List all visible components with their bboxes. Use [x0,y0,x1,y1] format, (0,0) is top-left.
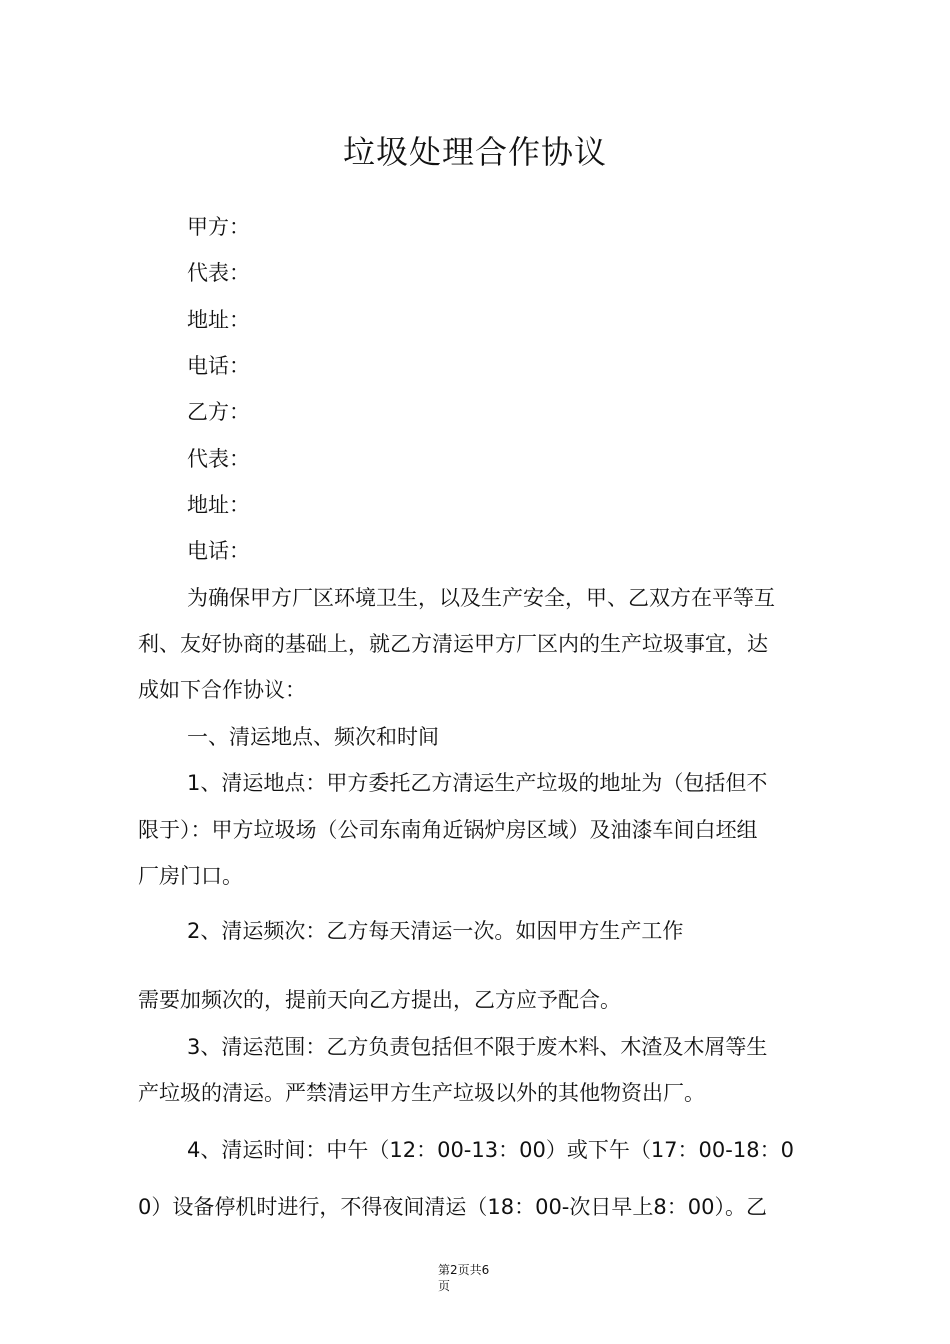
preamble-line: 成如下合作协议： [138,678,306,702]
clause-4-line: 0）设备停机时进行，不得夜间清运（18：00-次日早上8：00）。乙 [138,1195,767,1219]
page-number [438,1262,489,1294]
party-a-representative: 代表： [187,261,250,285]
section-heading: 一、清运地点、频次和时间 [187,725,439,749]
clause-4-line: 4、清运时间：中午（12：00-13：00）或下午（17：00-18：0 [187,1138,794,1162]
clause-2-line: 2、清运频次：乙方每天清运一次。如因甲方生产工作 [187,919,684,943]
page-number-line: 页 [438,1279,451,1293]
document-title: 垃圾处理合作协议 [342,133,607,171]
party-a-label: 甲方： [187,215,250,239]
party-a-phone: 电话： [187,354,250,378]
preamble-line: 为确保甲方厂区环境卫生，以及生产安全，甲、乙双方在平等互 [187,586,775,610]
clause-3-line: 3、清运范围：乙方负责包括但不限于废木料、木渣及木屑等生 [187,1035,768,1059]
clause-1-line: 限于）：甲方垃圾场（公司东南角近锅炉房区域）及油漆车间白坯组 [138,818,758,842]
party-b-representative: 代表： [187,447,250,471]
clause-2-line: 需要加频次的，提前天向乙方提出，乙方应予配合。 [138,988,621,1012]
party-b-phone: 电话： [187,539,250,563]
clause-3-line: 产垃圾的清运。严禁清运甲方生产垃圾以外的其他物资出厂。 [138,1081,705,1105]
party-b-label: 乙方： [187,400,250,424]
preamble-line: 利、友好协商的基础上，就乙方清运甲方厂区内的生产垃圾事宜，达 [138,632,768,656]
page-number-line: 第2页共6 [438,1263,490,1277]
clause-1-line: 1、清运地点：甲方委托乙方清运生产垃圾的地址为（包括但不 [187,771,768,795]
party-b-address: 地址： [187,493,250,517]
clause-1-line: 厂房门口。 [138,864,243,888]
party-a-address: 地址： [187,308,250,332]
